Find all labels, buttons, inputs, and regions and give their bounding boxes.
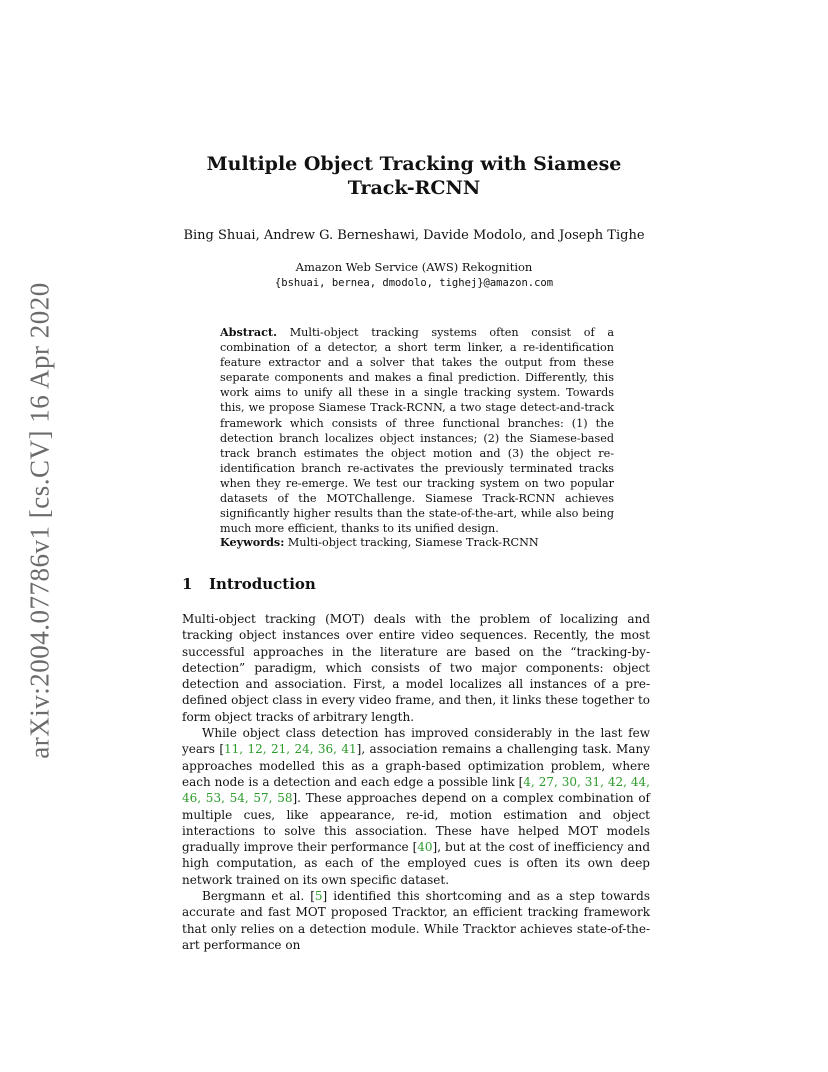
body-text [182,611,650,953]
affiliation: Amazon Web Service (AWS) Rekognition [295,260,533,274]
text-run: ]. These approaches depend on a complex combination of multiple cues, like appearance, re-id, motion estimation and object interactions to solve this association. These have helped MOT models gradually improve their performance [ [182,791,650,855]
abstract-label: Abstract. [220,325,277,339]
author-list: Bing Shuai, Andrew G. Berneshawi, Davide Modolo, and Joseph Tighe [183,228,645,243]
paragraph-2 [182,725,650,888]
text-run: ], association remains a challenging task. Many approaches modelled this as a graph-based optimization problem, where each node is a detection and each edge a possible link [ [182,742,650,789]
citation-link[interactable]: 11, 12, 21, 24, 36, 41 [224,742,357,757]
keywords-label: Keywords: [220,535,285,549]
citation-link[interactable]: 40 [417,840,433,855]
keywords [220,535,614,550]
text-run: ] identified this shortcoming and as a step towards accurate and fast MOT proposed Tracktor, an efficient tracking framework that only relies on a detection module. While Tracktor achieves state-of-the-art performance on [182,889,650,952]
text-run: ], but at the cost of inefficiency and high computation, as each of the employed cues is often its own deep network trained on its own specific dataset. [182,840,650,887]
title-line-2: Track-RCNN [347,177,481,199]
text-run: While object class detection has improved considerably in the last few years [ [182,726,650,757]
arxiv-stamp [20,283,60,758]
arxiv-identifier: arXiv:2004.07786v1 [cs.CV] 16 Apr 2020 [24,282,55,759]
abstract-text: Multi-object tracking systems often consist of a combination of a detector, a short term linker, a re-identification feature extractor and a solver that takes the output from these separate components and makes a final prediction. Differently, this work aims to unify all these in a single tracking system. Towards this, we propose Siamese Track-RCNN, a two stage detect-and-track framework which consists of three functional branches: (1) the detection branch localizes object instances; (2) the Siamese-based track branch estimates the object motion and (3) the object re-identification branch re-activates the previously terminated tracks when they re-emerge. We test our tracking system on two popular datasets of the MOTChallenge. Siamese Track-RCNN achieves significantly higher results than the state-of-the-art, while also being much more efficient, thanks to its unified design. [220,326,614,536]
paper-title [0,152,828,200]
text-run: Bergmann et al. [ [202,889,315,904]
section-number: 1 [182,575,193,593]
section-title: Introduction [209,575,316,593]
affiliation-block [0,259,828,291]
keywords-text: Multi-object tracking, Siamese Track-RCNN [287,536,539,549]
section-heading [182,575,316,593]
email-list: {bshuai, bernea, dmodolo, tighej}@amazon.com [274,277,554,289]
paragraph-1: Multi-object tracking (MOT) deals with the problem of localizing and tracking object instances over entire video sequences. Recently, the most successful approaches in the literature are based on the “tracking-by-detection” paradigm, which consists of two major components: object detection and association. First, a model localizes all instances of a pre-defined object class in every video frame, and then, it links these together to form object tracks of arbitrary length. [182,612,650,724]
citation-link[interactable]: 5 [314,889,323,904]
abstract [220,325,614,536]
paragraph-3 [182,888,650,953]
title-line-1: Multiple Object Tracking with Siamese [206,153,622,175]
citation-link[interactable]: 4, 27, 30, 31, 42, 44, 46, 53, 54, 57, 58 [182,774,650,806]
